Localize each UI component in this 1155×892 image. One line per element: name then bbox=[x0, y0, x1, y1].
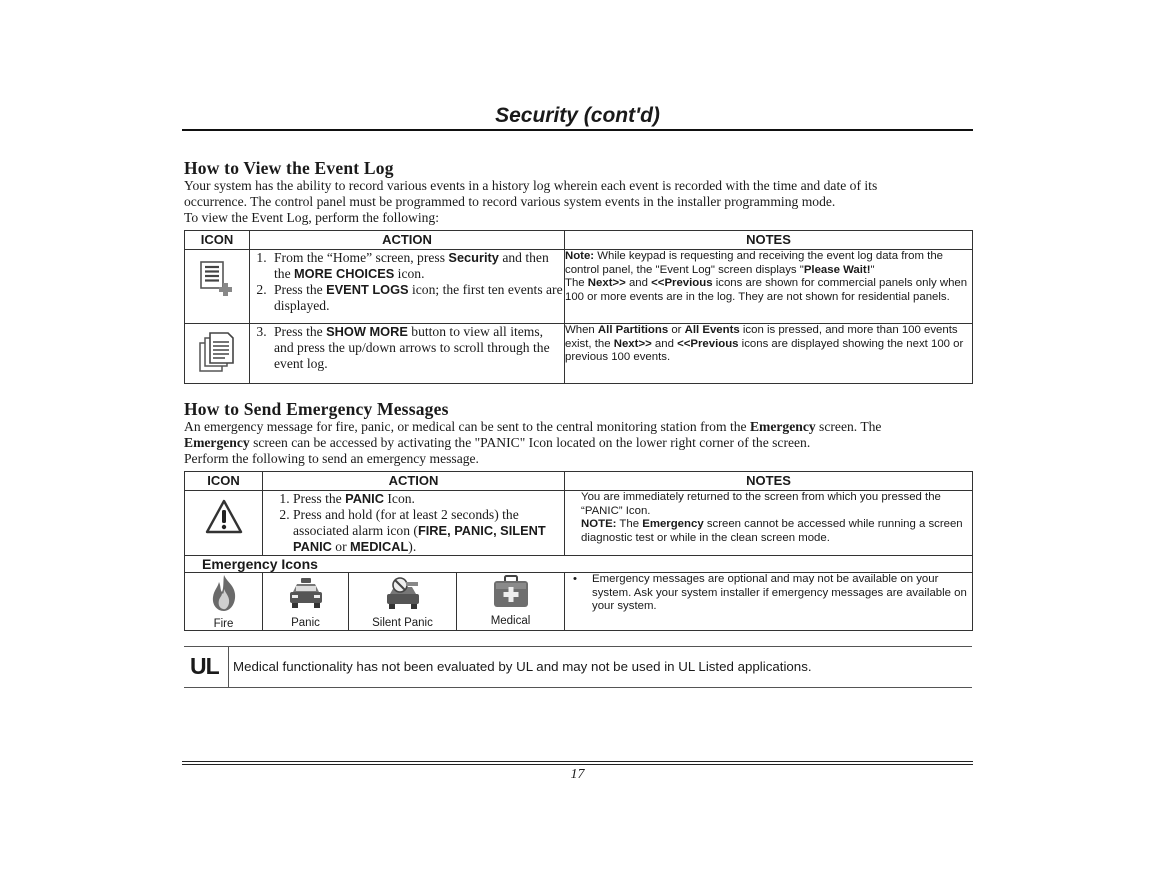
event-log-heading: How to View the Event Log bbox=[184, 158, 394, 178]
emergency-intro-line3: Perform the following to send an emergency message. bbox=[184, 451, 479, 466]
step-2: 2. Press the EVENT LOGS icon; the first ten events are displayed. bbox=[270, 282, 564, 314]
table-row bbox=[185, 250, 973, 324]
fire-icon bbox=[207, 573, 241, 613]
notes-cell bbox=[565, 324, 973, 384]
footer-rule bbox=[182, 761, 973, 762]
note-bullet-item bbox=[573, 573, 972, 614]
police-car-icon bbox=[287, 576, 325, 612]
ul-notice bbox=[184, 646, 972, 688]
table-row bbox=[185, 324, 973, 384]
column-header-notes: NOTES bbox=[565, 231, 973, 250]
ul-logo: UL bbox=[190, 653, 219, 679]
action-cell bbox=[250, 250, 565, 324]
medical-icon-cell bbox=[457, 573, 565, 631]
footer-rule-secondary bbox=[182, 764, 973, 765]
medical-label: Medical bbox=[490, 615, 531, 627]
column-header-icon: ICON bbox=[185, 231, 250, 250]
page-number: 17 bbox=[570, 767, 585, 782]
ul-divider bbox=[228, 647, 229, 687]
note-text: When All Partitions or All Events icon is pressed, and more than 100 events exist, the Next>> and <<Previous icons are displayed showing the next 100 or previous 100 events. bbox=[565, 324, 964, 363]
emergency-table bbox=[184, 471, 973, 631]
event-log-intro-line3: To view the Event Log, perform the following: bbox=[184, 210, 440, 225]
event-log-intro bbox=[184, 178, 974, 226]
action-cell bbox=[263, 491, 565, 556]
bullet: • bbox=[573, 573, 578, 585]
step-3: 3. Press the SHOW MORE button to view all items, and press the up/down arrows to scroll through the event log. bbox=[270, 324, 564, 372]
emergency-icons-heading-cell bbox=[185, 556, 973, 573]
medical-kit-icon bbox=[492, 574, 530, 610]
column-header-action: ACTION bbox=[263, 472, 565, 491]
icon-cell bbox=[185, 250, 250, 324]
notes-cell bbox=[565, 491, 973, 556]
fire-label: Fire bbox=[213, 618, 234, 630]
warning-icon bbox=[204, 498, 244, 536]
table-header-row bbox=[185, 231, 973, 250]
event-log-table bbox=[184, 230, 973, 384]
note-text: You are immediately returned to the screen from which you pressed the “PANIC” Icon. bbox=[581, 491, 941, 517]
note-text: Note: While keypad is requesting and receiving the event log data from the control panel, the "Event Log" screen displays "Please Wait!" bbox=[565, 250, 943, 276]
table-row bbox=[185, 491, 973, 556]
note-text-2: NOTE: The Emergency screen cannot be accessed while running a screen diagnostic test or while in the clean screen mode. bbox=[581, 518, 963, 544]
note-text: Emergency messages are optional and may not be available on your system. Ask your system installer if emergency messages are available on your system. bbox=[592, 573, 967, 612]
icon-cell bbox=[185, 324, 250, 384]
table-row bbox=[185, 556, 973, 573]
step-2: 2. Press and hold (for at least 2 seconds) the associated alarm icon (FIRE, PANIC, SILENT PANIC or MEDICAL). bbox=[293, 507, 564, 555]
title-rule bbox=[182, 129, 973, 131]
note-text-2: The Next>> and <<Previous icons are shown for commercial panels only when 100 or more events are in the log. They are not shown for residential panels. bbox=[565, 277, 968, 303]
emergency-icons-heading: Emergency Icons bbox=[202, 556, 318, 572]
silent-panic-icon-cell bbox=[349, 573, 457, 631]
step-1: 1. From the “Home” screen, press Security and then the MORE CHOICES icon. bbox=[270, 250, 564, 282]
notes-cell bbox=[565, 573, 973, 631]
silent-panic-label: Silent Panic bbox=[372, 617, 433, 629]
event-log-intro-line1: Your system has the ability to record various events in a history log wherein each event is recorded with the time and date of its bbox=[184, 178, 878, 193]
panic-label: Panic bbox=[291, 617, 320, 629]
action-cell bbox=[250, 324, 565, 384]
column-header-notes: NOTES bbox=[565, 472, 973, 491]
event-log-intro-line2: occurrence. The control panel must be programmed to record various system events in the installer programming mode. bbox=[184, 194, 836, 209]
table-row bbox=[185, 573, 973, 631]
emergency-intro-line1: An emergency message for fire, panic, or medical can be sent to the central monitoring station from the Emergency screen. The bbox=[184, 419, 882, 434]
page-title: Security (cont'd) bbox=[495, 104, 660, 127]
list-plus-icon bbox=[197, 259, 237, 299]
column-header-icon: ICON bbox=[185, 472, 263, 491]
step-1: 1. Press the PANIC Icon. bbox=[293, 491, 564, 507]
emergency-intro bbox=[184, 419, 974, 467]
documents-icon bbox=[197, 331, 237, 377]
table-header-row bbox=[185, 472, 973, 491]
panic-icon-cell bbox=[263, 573, 349, 631]
notes-cell bbox=[565, 250, 973, 324]
fire-icon-cell bbox=[185, 573, 263, 631]
ul-notice-text: Medical functionality has not been evaluated by UL and may not be used in UL Listed applications. bbox=[233, 659, 812, 674]
silent-panic-icon bbox=[384, 576, 422, 612]
emergency-intro-line2: Emergency screen can be accessed by activating the "PANIC" Icon located on the lower right corner of the screen. bbox=[184, 435, 811, 450]
icon-cell bbox=[185, 491, 263, 556]
emergency-heading: How to Send Emergency Messages bbox=[184, 399, 449, 419]
column-header-action: ACTION bbox=[250, 231, 565, 250]
